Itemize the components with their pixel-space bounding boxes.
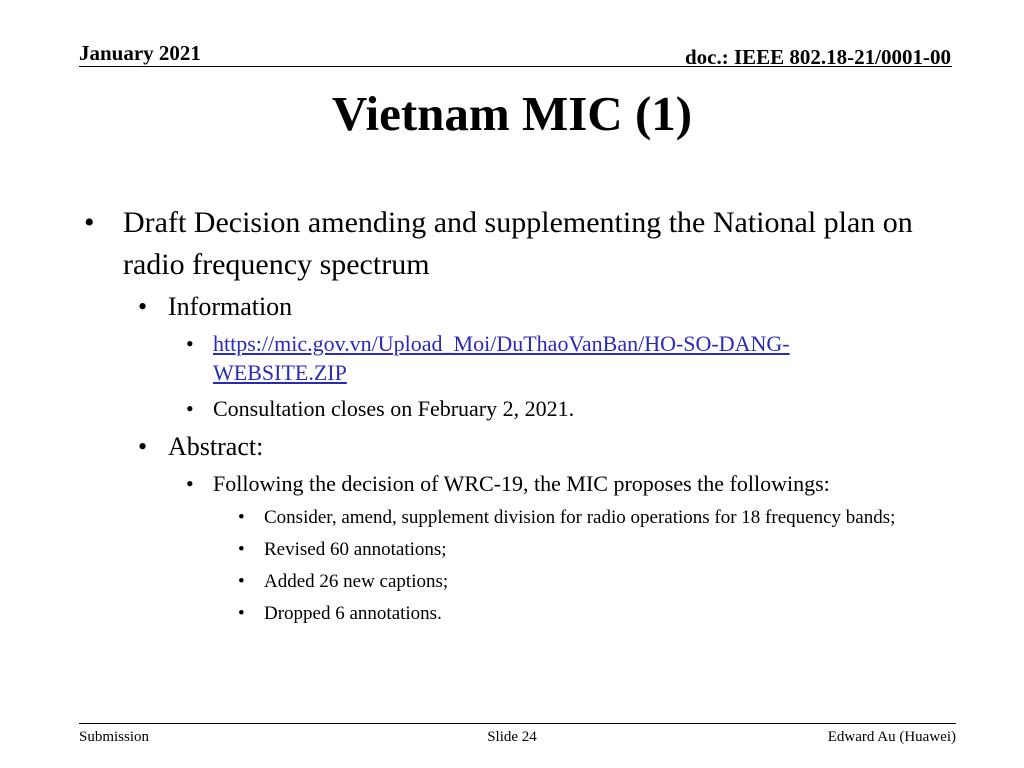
bullet-marker: • — [238, 539, 245, 560]
bullet-text: Dropped 6 annotations. — [264, 603, 442, 624]
footer-slide-number: Slide 24 — [487, 729, 537, 745]
bullet-abstract — [80, 430, 922, 463]
slide-body — [80, 202, 922, 633]
header-divider — [79, 66, 952, 67]
footer-divider — [79, 723, 956, 724]
bullet-marker: • — [186, 396, 194, 421]
bullet-text: Following the decision of WRC-19, the MIC proposes the followings: — [213, 471, 830, 496]
bullet-text: Revised 60 annotations; — [264, 539, 447, 560]
bullet-marker: • — [238, 571, 245, 592]
bullet-text: Draft Decision amending and supplementing the National plan on radio frequency spectrum — [123, 206, 913, 281]
header-doc-id: doc.: IEEE 802.18-21/0001-00 — [684, 45, 951, 69]
footer-author: Edward Au (Huawei) — [827, 729, 956, 745]
bullet-text: Added 26 new captions; — [264, 571, 449, 592]
document-link[interactable]: https://mic.gov.vn/Upload_Moi/DuThaoVanBan/HO-SO-DANG-WEBSITE.ZIP — [213, 331, 790, 385]
sub-bullet-added — [80, 569, 922, 595]
footer-submission: Submission — [79, 729, 150, 745]
slide-title: Vietnam MIC (1) — [331, 86, 693, 141]
bullet-text: Information — [168, 292, 293, 321]
bullet-draft-decision — [80, 202, 922, 286]
bullet-text: Consider, amend, supplement division for radio operations for 18 frequency bands; — [264, 507, 896, 528]
sub-bullet-revised — [80, 537, 922, 563]
bullet-marker: • — [138, 432, 148, 461]
header-date: January 2021 — [79, 41, 201, 65]
bullet-marker: • — [84, 206, 95, 239]
bullet-marker: • — [186, 471, 194, 496]
bullet-text: Abstract: — [168, 432, 264, 461]
bullet-consultation — [80, 394, 922, 423]
bullet-text: Consultation closes on February 2, 2021. — [213, 396, 575, 421]
bullet-information — [80, 290, 922, 323]
bullet-marker: • — [186, 331, 194, 356]
bullet-marker: • — [238, 507, 245, 528]
bullet-following — [80, 469, 922, 498]
sub-bullet-dropped — [80, 601, 922, 627]
sub-bullet-consider — [80, 505, 922, 531]
bullet-marker: • — [238, 603, 245, 624]
bullet-marker: • — [138, 292, 148, 321]
bullet-link — [80, 329, 922, 387]
